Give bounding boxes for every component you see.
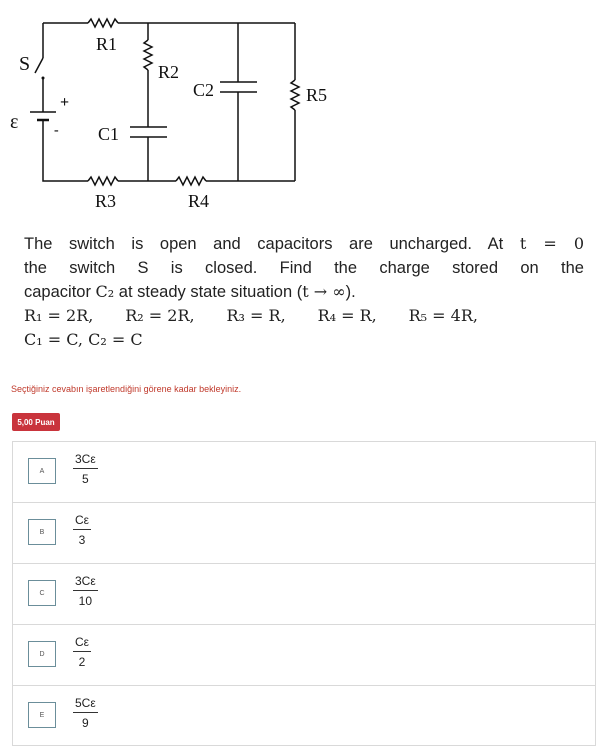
switch-label: S	[19, 53, 31, 75]
r2-value: R₂ = 2R,	[125, 306, 195, 325]
emf-label: ε	[10, 111, 19, 133]
option-c-fraction	[73, 574, 98, 608]
option-e-denominator: 9	[82, 716, 89, 730]
option-e-select[interactable]: E	[28, 702, 56, 728]
option-a-numerator: 3Cε	[73, 452, 98, 469]
question-line-2: the switch S is closed. Find the charge stored on the	[24, 259, 584, 277]
r2-label: R2	[158, 62, 180, 82]
option-d-fraction	[73, 635, 91, 669]
option-b-denominator: 3	[78, 533, 86, 547]
r5-resistor	[291, 80, 299, 110]
wait-note: Seçtiğiniz cevabın işaretlendiğini görene kadar bekleyiniz.	[11, 384, 242, 394]
points-badge: 5,00 Puan	[12, 413, 60, 431]
question-text	[24, 232, 584, 352]
option-d-select[interactable]: D	[28, 641, 56, 667]
option-e[interactable]	[12, 685, 596, 746]
r3-resistor	[88, 177, 118, 185]
battery-plus-label: +	[60, 94, 70, 111]
question-line-1: The switch is open and capacitors are uncharged. At t = 0	[24, 234, 584, 253]
option-b-fraction	[73, 513, 91, 547]
switch-pivot	[42, 77, 45, 80]
c2-label: C2	[193, 80, 215, 100]
r3-label: R3	[95, 191, 117, 211]
r2-resistor	[144, 40, 152, 70]
r1-value: R₁ = 2R,	[24, 306, 94, 325]
capacitor-values: C₁ = C, C₂ = C	[24, 330, 143, 349]
r3-value: R₃ = R,	[226, 306, 286, 325]
answer-options	[12, 441, 596, 746]
question-line-3: capacitor C₂ at steady state situation (t → ∞).	[24, 282, 356, 301]
option-d-numerator: Cε	[73, 635, 91, 652]
circuit-diagram	[0, 0, 596, 225]
option-e-numerator: 5Cε	[73, 696, 98, 713]
r1-label: R1	[96, 34, 118, 54]
option-b[interactable]	[12, 502, 596, 563]
option-e-fraction	[73, 696, 98, 730]
option-c-numerator: 3Cε	[73, 574, 98, 591]
option-c-denominator: 10	[78, 594, 93, 608]
option-c[interactable]	[12, 563, 596, 624]
r5-label: R5	[306, 85, 328, 105]
r4-resistor	[176, 177, 206, 185]
switch-lever	[35, 58, 43, 73]
option-c-select[interactable]: C	[28, 580, 56, 606]
r5-value: R₅ = 4R,	[408, 306, 478, 325]
option-d-denominator: 2	[78, 655, 86, 669]
option-b-select[interactable]: B	[28, 519, 56, 545]
option-a-denominator: 5	[82, 472, 89, 486]
resistor-values	[24, 304, 478, 328]
option-a[interactable]	[12, 441, 596, 502]
option-d[interactable]	[12, 624, 596, 685]
r4-label: R4	[188, 191, 210, 211]
c1-label: C1	[98, 124, 120, 144]
battery-minus-label: -	[54, 123, 59, 138]
r4-value: R₄ = R,	[317, 306, 377, 325]
option-a-fraction	[73, 452, 98, 486]
r1-resistor	[88, 19, 118, 27]
option-b-numerator: Cε	[73, 513, 91, 530]
option-a-select[interactable]: A	[28, 458, 56, 484]
